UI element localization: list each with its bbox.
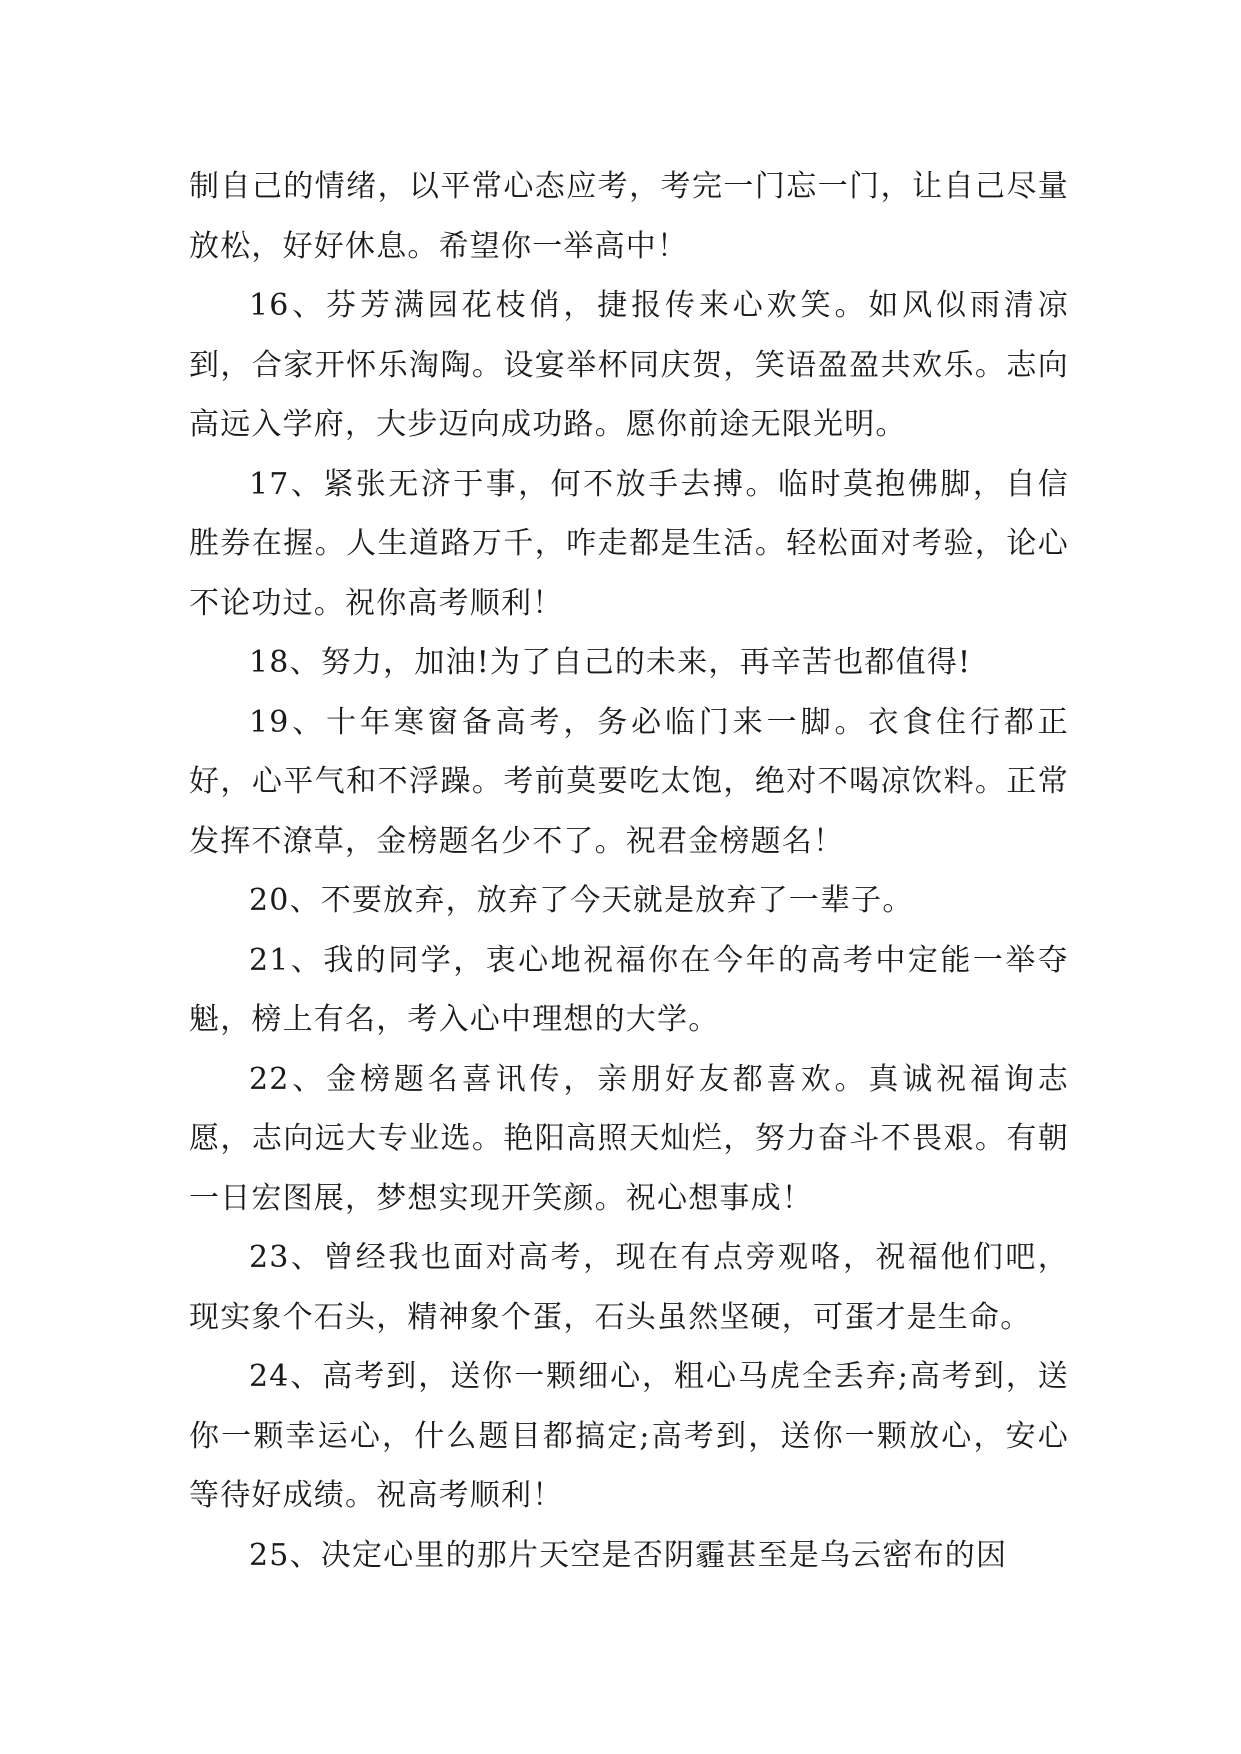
paragraph-23: 23、曾经我也面对高考，现在有点旁观咯，祝福他们吧，现实象个石头，精神象个蛋，石头虽然坚硬，可蛋才是生命。	[189, 1240, 1069, 1335]
paragraph-17: 17、紧张无济于事，何不放手去搏。临时莫抱佛脚，自信胜券在握。人生道路万千，咋走都是生活。轻松面对考验，论心不论功过。祝你高考顺利！	[189, 466, 1069, 621]
paragraph-continued: 制自己的情绪，以平常心态应考，考完一门忘一门，让自己尽量放松，好好休息。希望你一举高中！	[189, 169, 1069, 264]
paragraph-22: 22、金榜题名喜讯传，亲朋好友都喜欢。真诚祝福询志愿，志向远大专业选。艳阳高照天灿烂，努力奋斗不畏艰。有朝一日宏图展，梦想实现开笑颜。祝心想事成！	[189, 1061, 1069, 1216]
paragraph-24: 24、高考到，送你一颗细心，粗心马虎全丢弃;高考到，送你一颗幸运心，什么题目都搞定;高考到，送你一颗放心，安心等待好成绩。祝高考顺利！	[189, 1359, 1069, 1513]
paragraph-25: 25、决定心里的那片天空是否阴霾甚至是乌云密布的因	[249, 1537, 1008, 1573]
paragraph-18: 18、努力，加油!为了自己的未来，再辛苦也都值得!	[249, 645, 972, 680]
paragraph-21: 21、我的同学，衷心地祝福你在今年的高考中定能一举夺魁，榜上有名，考入心中理想的大学。	[189, 942, 1069, 1037]
paragraph-19: 19、十年寒窗备高考，务必临门来一脚。衣食住行都正好，心平气和不浮躁。考前莫要吃太饱，绝对不喝凉饮料。正常发挥不潦草，金榜题名少不了。祝君金榜题名！	[189, 704, 1069, 859]
paragraph-16: 16、芬芳满园花枝俏，捷报传来心欢笑。如风似雨清凉到，合家开怀乐淘陶。设宴举杯同庆贺，笑语盈盈共欢乐。志向高远入学府，大步迈向成功路。愿你前途无限光明。	[189, 288, 1069, 442]
paragraph-20: 20、不要放弃，放弃了今天就是放弃了一辈子。	[249, 883, 914, 918]
body-text	[189, 157, 1069, 1585]
